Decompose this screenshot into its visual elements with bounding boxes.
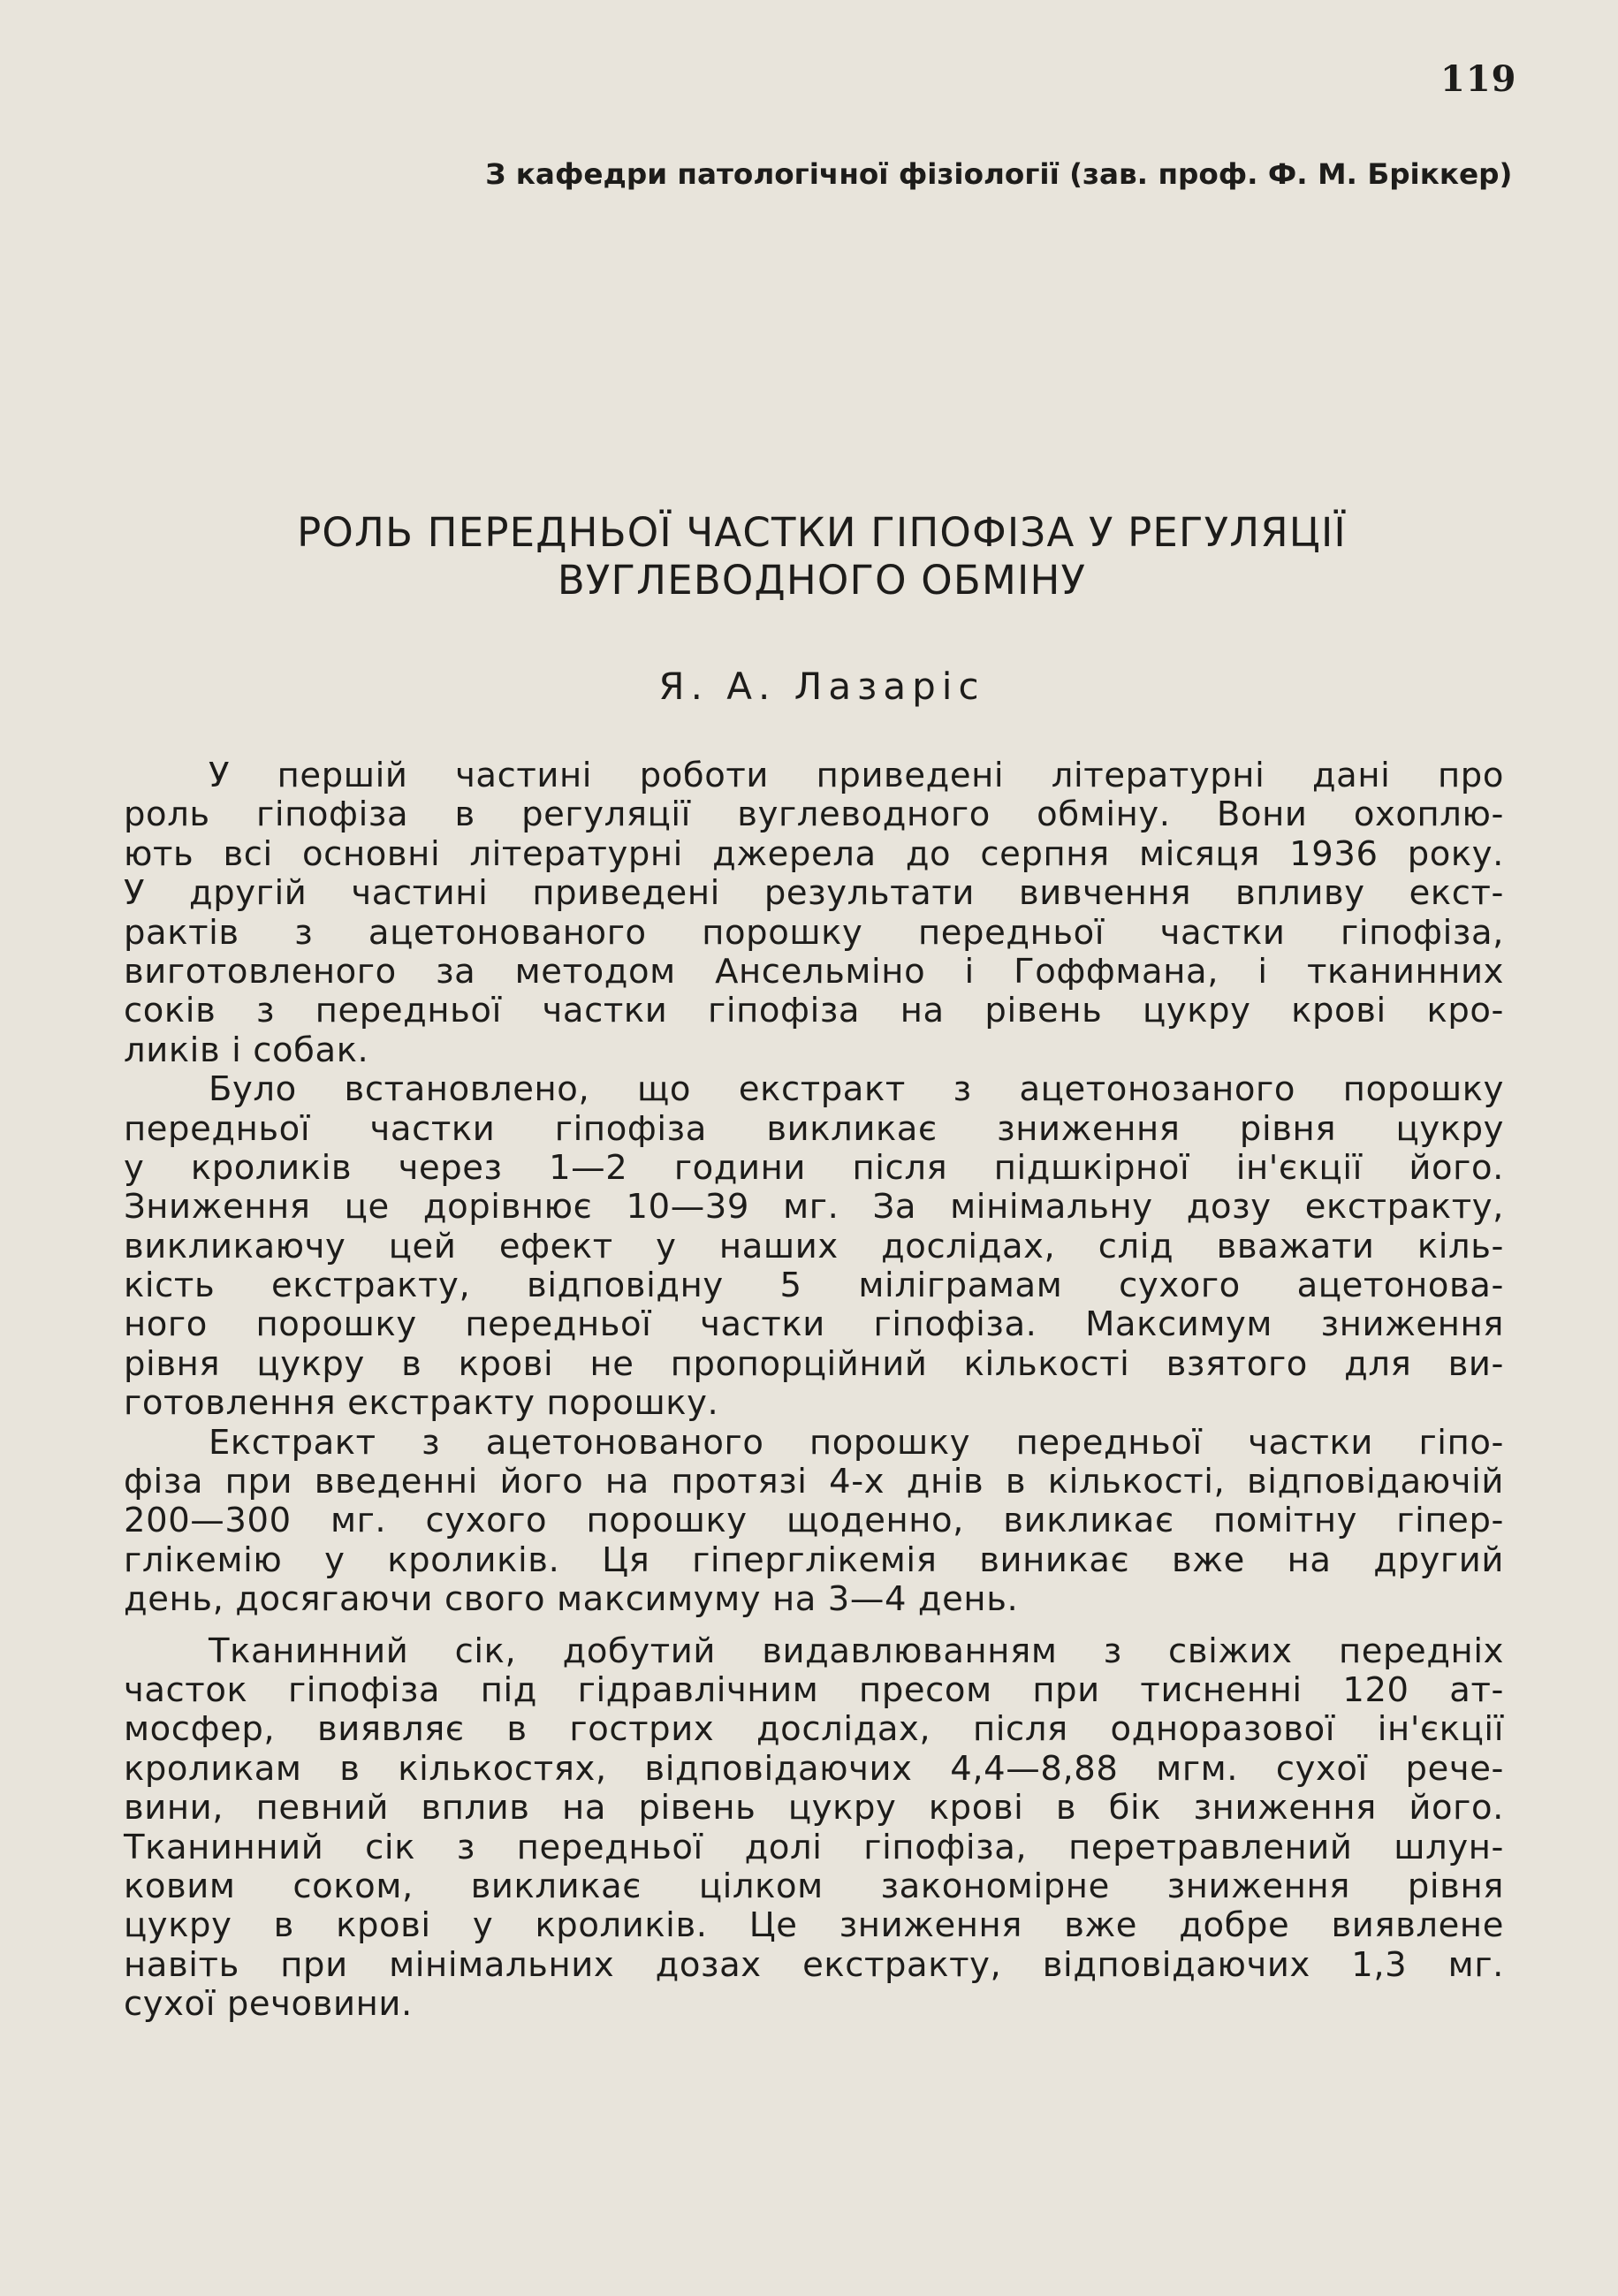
text-line: кроликам в кількостях, відповідаючих 4,4—8,88 мгм. сухої рече- <box>124 1748 1504 1789</box>
affiliation-header: З кафедри патологічної фізіології (зав. проф. Ф. М. Бріккер) <box>484 157 1512 191</box>
text-line: Тканинний сік, добутий видавлюванням з свіжих передніх <box>209 1631 1504 1671</box>
text-line: Екстракт з ацетонованого порошку передньої частки гіпо- <box>209 1422 1504 1463</box>
text-line: цукру в крові у кроликів. Це зниження вже добре виявлене <box>124 1905 1504 1946</box>
text-line: ликів і собак. <box>124 1030 369 1070</box>
text-line: часток гіпофіза під гідравлічним пресом при тисненні 120 ат- <box>124 1669 1504 1710</box>
paragraph-4 <box>124 1632 1504 2025</box>
text-line: кість екстракту, відповідну 5 міліграмам сухого ацетонова- <box>124 1266 1504 1306</box>
text-line: у кроликів через 1—2 години після підшкірної ін'єкції його. <box>124 1147 1504 1188</box>
article-title-line-1: РОЛЬ ПЕРЕДНЬОЇ ЧАСТКИ ГІПОФІЗА У РЕГУЛЯЦІЇ <box>297 509 1347 556</box>
text-line: фіза при введенні його на протязі 4-х днів в кількості, відповідаючій <box>124 1462 1504 1502</box>
text-line: Було встановлено, що екстракт з ацетонозаного порошку <box>209 1069 1504 1110</box>
text-line: навіть при мінімальних дозах екстракту, відповідаючих 1,3 мг. <box>124 1944 1504 1985</box>
paragraph-gap <box>124 1620 1504 1632</box>
paragraph-3 <box>124 1424 1504 1620</box>
text-line: соків з передньої частки гіпофіза на рівень цукру крові кро- <box>124 991 1504 1031</box>
text-line: глікемію у кроликів. Ця гіперглікемія виникає вже на другий <box>124 1540 1504 1580</box>
text-line: ного порошку передньої частки гіпофіза. Максимум зниження <box>124 1304 1504 1345</box>
text-line: ють всі основні літературні джерела до серпня місяця 1936 року. <box>124 833 1504 874</box>
text-line: Тканинний сік з передньої долі гіпофіза, перетравлений шлун- <box>124 1827 1504 1867</box>
text-line: викликаючу цей ефект у наших дослідах, слід вважати кіль- <box>124 1226 1504 1266</box>
text-line: У другій частині приведені результати вивчення впливу екст- <box>124 873 1504 914</box>
text-line: рактів з ацетонованого порошку передньої частки гіпофіза, <box>124 912 1504 953</box>
page-number: 119 <box>1440 58 1517 100</box>
text-line: ковим соком, викликає цілком закономірне зниження рівня <box>124 1866 1504 1906</box>
paragraph-2 <box>124 1070 1504 1424</box>
text-line: рівня цукру в крові не пропорційний кількості взятого для ви- <box>124 1343 1504 1384</box>
text-line: 200—300 мг. сухого порошку щоденно, викликає помітну гіпер- <box>124 1501 1504 1541</box>
article-title-line-2: ВУГЛЕВОДНОГО ОБМІНУ <box>557 557 1087 604</box>
article-title <box>124 509 1520 604</box>
text-line: передньої частки гіпофіза викликає зниження рівня цукру <box>124 1108 1504 1149</box>
article-body <box>124 756 1504 2025</box>
author-name: Я. А. Лазаріс <box>658 665 985 708</box>
text-line: сухої речовини. <box>124 1984 413 2025</box>
text-line: У першій частині роботи приведені літературні дані про <box>209 756 1504 795</box>
text-line: мосфер, виявляє в гострих дослідах, після одноразової ін'єкції <box>124 1709 1504 1750</box>
text-line: готовлення екстракту порошку. <box>124 1383 719 1424</box>
text-line: Зниження це дорівнює 10—39 мг. За мінімальну дозу екстракту, <box>124 1187 1504 1228</box>
text-line: вини, певний вплив на рівень цукру крові в бік зниження його. <box>124 1788 1504 1828</box>
text-line: день, досягаючи свого максимуму на 3—4 день. <box>124 1579 1019 1620</box>
text-line: виготовленого за методом Ансельміно і Гоффмана, і тканинних <box>124 951 1504 992</box>
paragraph-1 <box>124 756 1504 1070</box>
text-line: роль гіпофіза в регуляції вуглеводного обміну. Вони охоплю- <box>124 794 1504 835</box>
